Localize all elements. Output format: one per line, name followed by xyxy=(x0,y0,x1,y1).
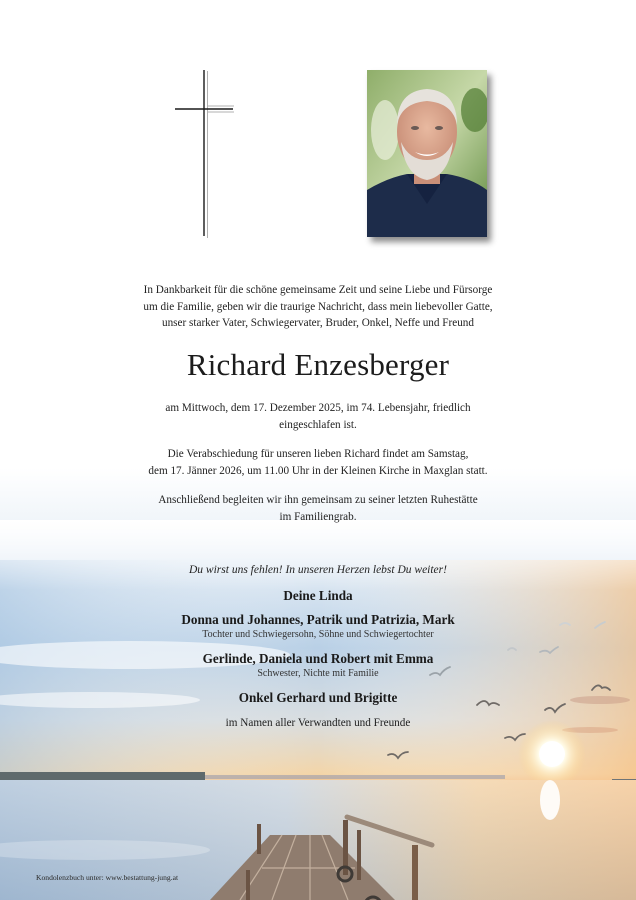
paragraph-line: im Familiengrab. xyxy=(279,510,357,523)
motto: Du wirst uns fehlen! In unseren Herzen lebst Du weiter! xyxy=(189,564,447,576)
burial-paragraph xyxy=(0,492,636,525)
paragraph-line: eingeschlafen ist. xyxy=(279,418,357,431)
portrait-photo xyxy=(367,70,487,237)
intro-line: unser starker Vater, Schwiegervater, Bruder, Onkel, Neffe und Freund xyxy=(161,317,474,329)
farewell-paragraph xyxy=(0,446,636,479)
closing-line: im Namen aller Verwandten und Freunde xyxy=(225,717,411,729)
paragraph-line: Die Verabschiedung für unseren lieben Richard findet am Samstag, xyxy=(167,448,469,460)
condolence-book-link[interactable]: Kondolenzbuch unter: www.bestattung-jung.at xyxy=(36,873,179,882)
cross-icon xyxy=(170,68,240,240)
death-notice-paragraph xyxy=(0,400,636,433)
paragraph-line: dem 17. Jänner 2026, um 11.00 Uhr in der Kleinen Kirche in Maxglan statt. xyxy=(148,464,488,477)
intro-line: um die Familie, geben wir die traurige Nachricht, dass mein liebevoller Gatte, xyxy=(143,300,493,313)
deceased-name: Richard Enzesberger xyxy=(186,347,450,382)
mourner-names: Onkel Gerhard und Brigitte xyxy=(238,690,398,705)
intro-text xyxy=(0,282,636,332)
mourner-names: Deine Linda xyxy=(283,588,353,603)
mourner-names: Donna und Johannes, Patrik und Patrizia, Mark xyxy=(181,612,455,627)
mourner-relation: Tochter und Schwiegersohn, Söhne und Schwiegertochter xyxy=(202,629,434,640)
mourner-names: Gerlinde, Daniela und Robert mit Emma xyxy=(202,651,434,666)
mourner-relation: Schwester, Nichte mit Familie xyxy=(257,668,379,679)
paragraph-line: Anschließend begleiten wir ihn gemeinsam zu seiner letzten Ruhestätte xyxy=(158,494,478,506)
intro-line: In Dankbarkeit für die schöne gemeinsame Zeit und seine Liebe und Fürsorge xyxy=(143,284,493,296)
paragraph-line: am Mittwoch, dem 17. Dezember 2025, im 74. Lebensjahr, friedlich xyxy=(165,402,471,414)
